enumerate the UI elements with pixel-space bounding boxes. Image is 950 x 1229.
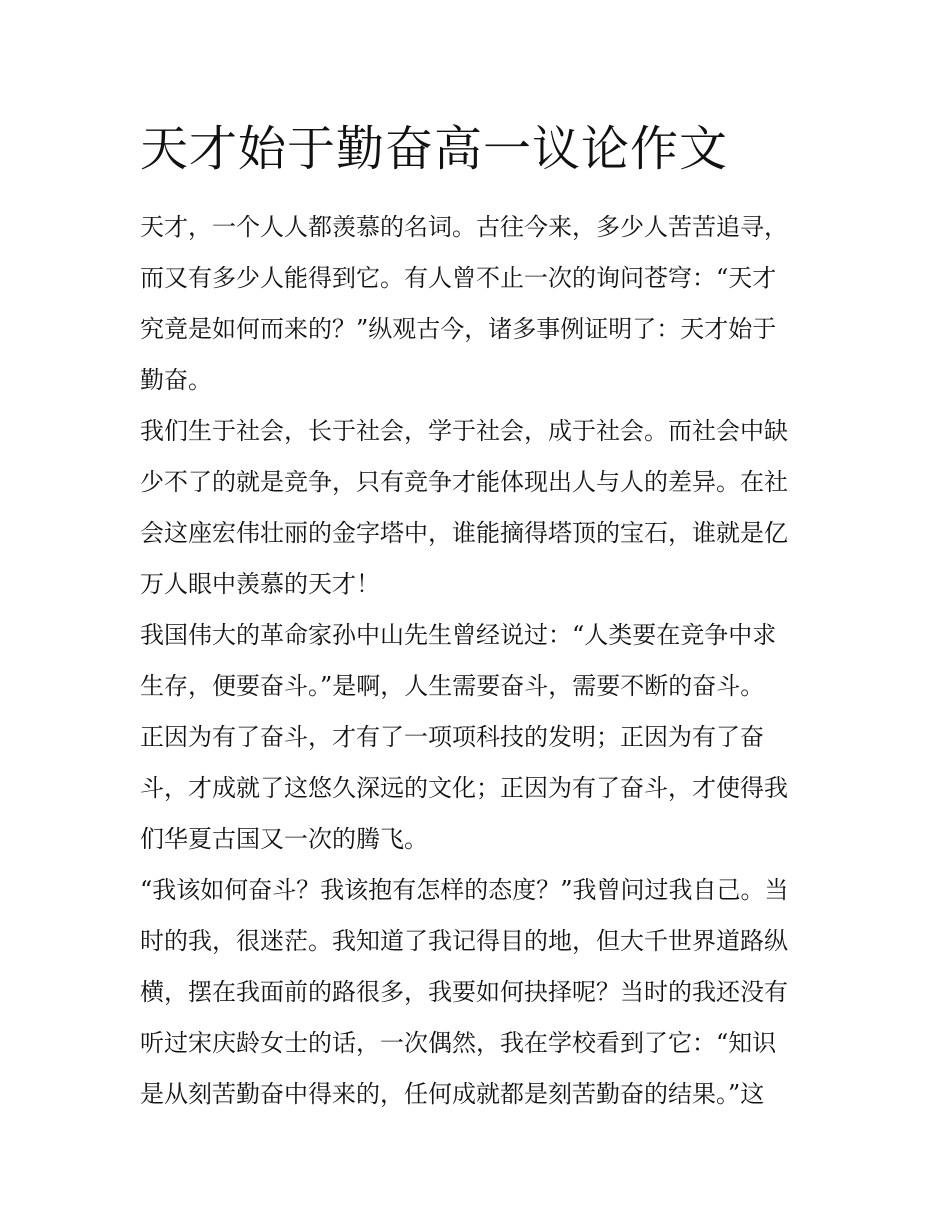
body-line: 生存，便要奋斗。”是啊，人生需要奋斗，需要不断的奋斗。 [140,672,765,700]
body-line: 万人眼中羡慕的天才！ [140,570,380,598]
document-body [140,202,820,1120]
body-line: 究竟是如何而来的？”纵观古今，诸多事例证明了：天才始于 [140,315,777,343]
body-line: 斗，才成就了这悠久深远的文化；正因为有了奋斗，才使得我 [140,774,788,802]
document-title: 天才始于勤奋高一议论作文 [140,121,729,177]
body-line: 勤奋。 [140,366,212,394]
body-line: 横，摆在我面前的路很多，我要如何抉择呢？当时的我还没有 [140,978,788,1006]
body-line: 们华夏古国又一次的腾飞。 [140,825,428,853]
body-line: 而又有多少人能得到它。有人曾不止一次的询问苍穹：“天才 [140,264,777,292]
body-line: 是从刻苦勤奋中得来的，任何成就都是刻苦勤奋的结果。”这 [140,1080,765,1108]
body-line: 听过宋庆龄女士的话，一次偶然，我在学校看到了它：“知识 [140,1029,777,1057]
body-line: 时的我，很迷茫。我知道了我记得目的地，但大千世界道路纵 [140,927,788,955]
document-content [140,118,820,1120]
body-line: 会这座宏伟壮丽的金字塔中，谁能摘得塔顶的宝石，谁就是亿 [140,519,788,547]
body-line: 我们生于社会，长于社会，学于社会，成于社会。而社会中缺 [140,417,788,445]
body-line: 正因为有了奋斗，才有了一项项科技的发明；正因为有了奋 [140,723,764,751]
body-line: 我国伟大的革命家孙中山先生曾经说过：“人类要在竞争中求 [140,621,777,649]
body-line: 天才，一个人人都羡慕的名词。古往今来，多少人苦苦追寻， [140,213,788,241]
body-line: “我该如何奋斗？我该抱有怎样的态度？”我曾问过我自己。当 [140,876,789,904]
body-line: 少不了的就是竞争，只有竞争才能体现出人与人的差异。在社 [140,468,788,496]
